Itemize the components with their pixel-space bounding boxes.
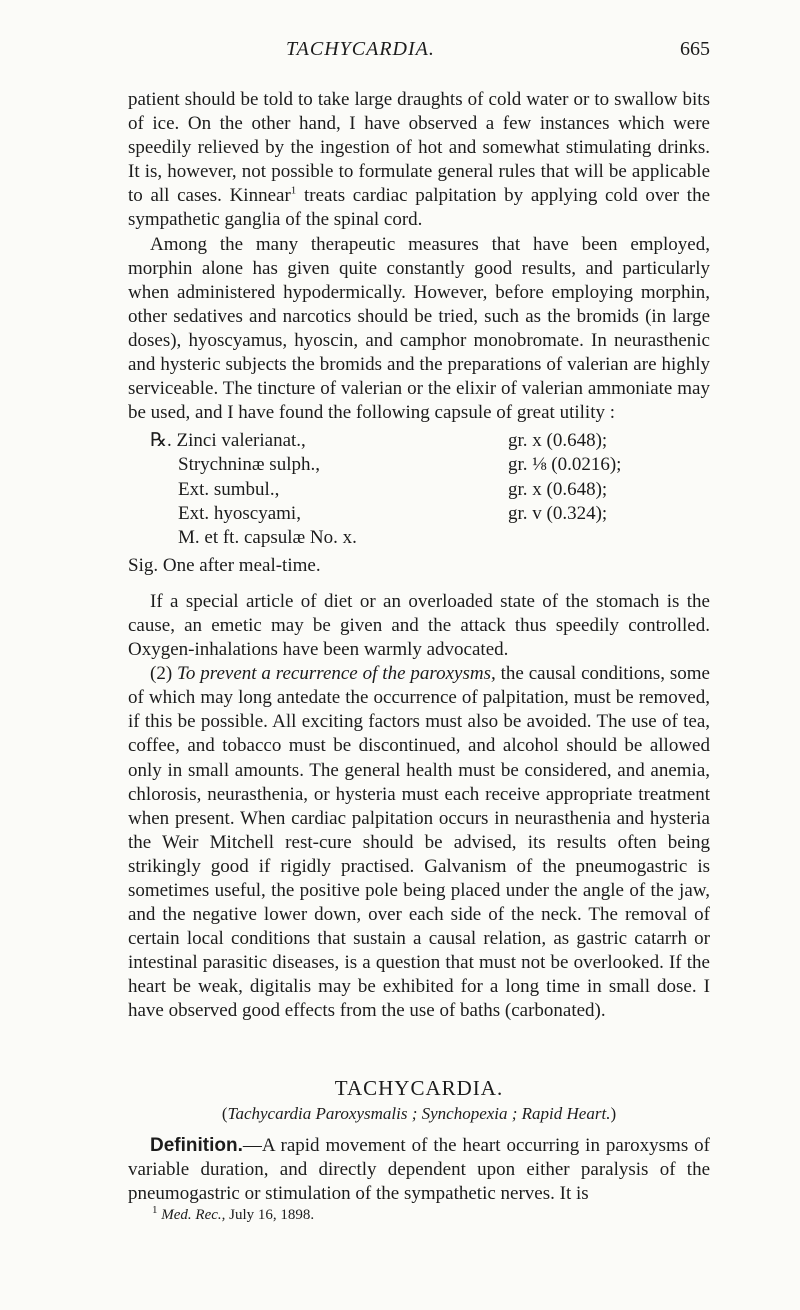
rx-drug: Ext. sumbul., <box>178 478 280 500</box>
prescription-item <box>150 478 710 502</box>
footnote-date: July 16, 1898. <box>225 1207 315 1224</box>
body-text <box>128 88 710 1224</box>
paragraph-2: Among the many therapeutic measures that have been employed, morphin alone has given quite constantly good results, and particularly when administered hypodermically. However, before employing morphin, other sedatives and narcotics should be tried, such as the bromids (in large doses), hyoscyamus, hyoscin, and camphor monobromate. In neurasthenic and hysteric subjects the bromids and the preparations of valerian are highly serviceable. The tincture of valerian or the elixir of valerian ammoniate may be used, and I have found the following capsule of great utility : <box>128 233 710 424</box>
rx-amount: gr. v (0.324); <box>508 502 608 524</box>
section-synonyms <box>128 1102 710 1126</box>
running-title: TACHYCARDIA. <box>286 38 435 60</box>
footnote-ref: 1 <box>290 185 297 198</box>
paragraph-4-text: the causal conditions, some of which may long antedate the occurrence of palpitation, must be removed, if this be possible. All exciting factors must also be avoided. The use of tea, coffee, and tobacco must be discontinued, and alcohol should be allowed only in small amounts. The general health must be considered, and anemia, chlorosis, neurasthenia, or hysteria must each receive appropriate treatment when present. When cardiac palpitation occurs in neurasthenia and hysteria the Weir Mitchell rest-cure should be advised, its results often being strikingly good if rigidly practised. Galvanism of the pneumogastric is sometimes useful, the positive pole being placed under the angle of the jaw, and the negative lower down, over each side of the neck. The removal of certain local conditions that sustain a causal relation, as gastric catarrh or intestinal parasitic diseases, is a question that must not be overlooked. If the heart be weak, digitalis may be exhibited for a long time in small dose. I have observed good effects from the use of baths (carbonated). <box>128 663 710 1022</box>
prescription <box>150 429 710 549</box>
rx-amount: gr. x (0.648); <box>508 478 608 500</box>
definition-term: Definition. <box>150 1134 243 1156</box>
paragraph-1-end: treats cardiac palpitation by applying cold over the sympathetic ganglia of the spinal cord. <box>128 185 710 231</box>
definition-paragraph <box>128 1134 710 1206</box>
synonyms-close: ) <box>610 1103 617 1123</box>
footnote <box>128 1206 710 1224</box>
rx-signature: Sig. One after meal-time. <box>128 554 321 576</box>
prescription-item <box>150 429 710 453</box>
section-title: TACHYCARDIA. <box>334 1075 504 1100</box>
rx-drug: Strychninæ sulph., <box>178 454 320 476</box>
paragraph-1-text: patient should be told to take large draughts of cold water or to swallow bits of ice. On the other hand, I have observed a few instances which were speedily relieved by the ingestion of hot and somewhat stimulating drinks. It is, however, not possible to formulate general rules that will be applicable to all cases. Kinnear <box>128 89 710 207</box>
footnote-mark: 1 <box>152 1204 158 1217</box>
rx-drug: Zinci valerianat., <box>176 430 306 452</box>
rx-amount: gr. ⅛ (0.0216); <box>508 454 622 476</box>
prescription-item <box>150 502 710 526</box>
page-number: 665 <box>680 38 710 60</box>
paragraph-4-number: (2) <box>150 663 178 685</box>
rx-symbol: ℞. <box>150 430 172 452</box>
paragraph-4 <box>128 662 710 1023</box>
rx-amount: gr. x (0.648); <box>508 430 608 452</box>
paragraph-1 <box>128 88 710 233</box>
synonyms-open: ( <box>221 1103 228 1123</box>
footnote-journal: Med. Rec., <box>161 1207 226 1224</box>
rx-mix-instruction: M. et ft. capsulæ No. x. <box>178 526 357 548</box>
paragraph-3: If a special article of diet or an overloaded state of the stomach is the cause, an emetic may be given and the attack thus speedily controlled. Oxygen-inhalations have been warmly advocated. <box>128 590 710 661</box>
paragraph-4-italic: To prevent a recurrence of the paroxysms, <box>177 663 496 685</box>
prescription-item <box>150 453 710 477</box>
page-header <box>128 38 710 64</box>
definition-text: —A rapid movement of the heart occurring in paroxysms of variable duration, and directly dependent upon either paralysis of the pneumogastric or stimulation of the sympathetic nerves. It is <box>128 1134 710 1204</box>
synonyms-text: Tachycardia Paroxysmalis ; Synchopexia ; Rapid Heart. <box>227 1103 611 1123</box>
rx-drug: Ext. hyoscyami, <box>178 502 301 524</box>
